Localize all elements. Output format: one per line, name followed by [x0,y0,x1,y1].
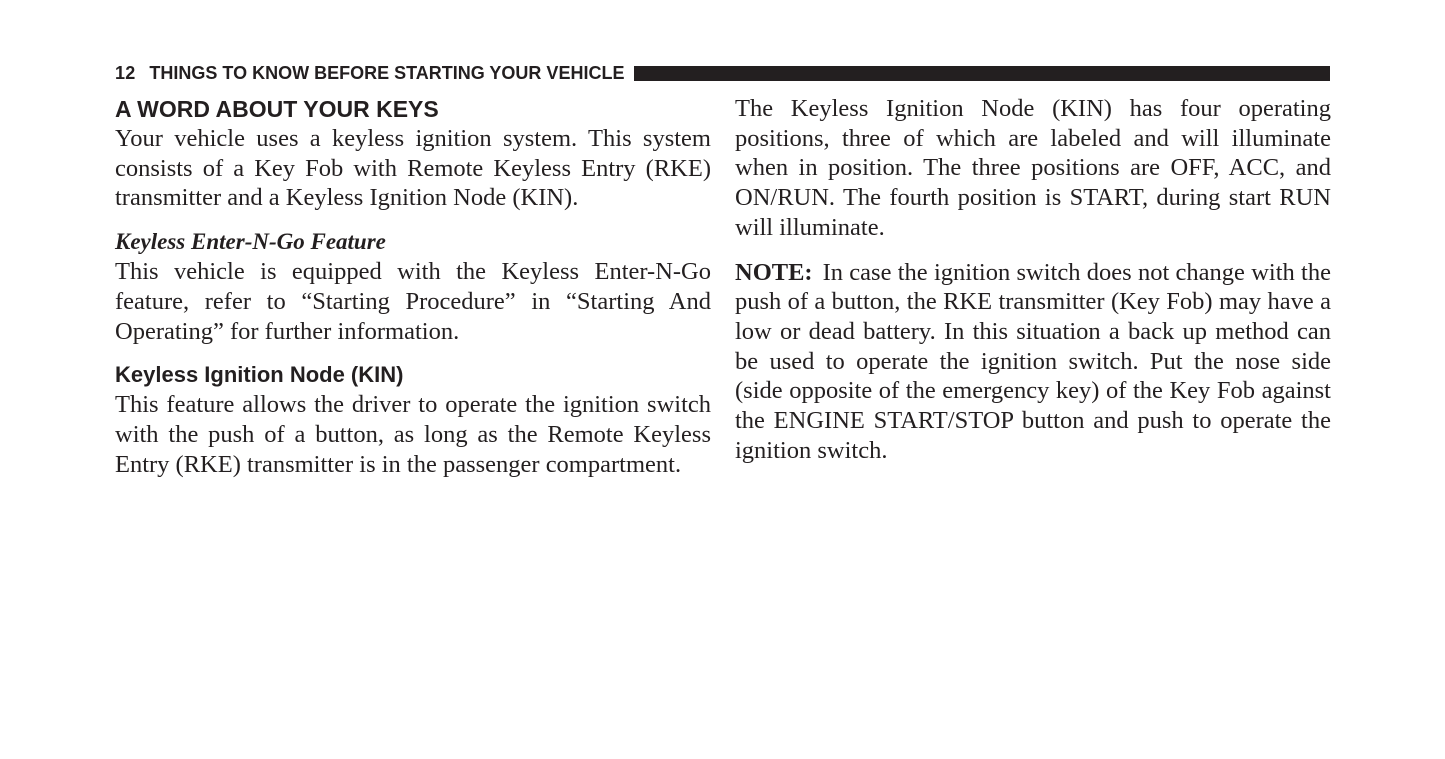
positions-paragraph: The Keyless Ignition Node (KIN) has four operating positions, three of which are labeled and will illuminate when in position. The three positions are OFF, ACC, and ON/RUN. The fourth position is START, during start RUN will illuminate. [735,95,1331,241]
page-number: 12 [115,62,136,83]
kin-paragraph: This feature allows the driver to operate the ignition switch with the push of a button, as long as the Remote Keyless Entry (RKE) transmitter is in the passenger compartment. [115,391,711,478]
note-text: In case the ignition switch does not change with the push of a button, the RKE transmitter (Key Fob) may have a low or dead battery. In this situation a back up method can be used to operate the ignition switch. Put the nose side (side opposite of the emergency key) of the Key Fob against the ENGINE START/STOP button and push to operate the ignition switch. [735,258,1331,464]
subheading-kin: Keyless Ignition Node (KIN) [115,362,404,388]
note-paragraph [735,258,1331,466]
subheading-enter-n-go: Keyless Enter-N-Go Feature [115,229,386,255]
note-label: NOTE: [735,258,813,286]
enter-n-go-paragraph: This vehicle is equipped with the Keyless Enter-N-Go feature, refer to “Starting Procedure” in “Starting And Operating” for further information. [115,258,711,345]
header-rule-bar [634,66,1330,81]
chapter-title: THINGS TO KNOW BEFORE STARTING YOUR VEHICLE [149,62,625,83]
section-heading-keys: A WORD ABOUT YOUR KEYS [115,96,439,122]
right-column [735,94,1331,465]
left-column [115,94,711,479]
intro-paragraph: Your vehicle uses a keyless ignition system. This system consists of a Key Fob with Remote Keyless Entry (RKE) transmitter and a Keyless Ignition Node (KIN). [115,125,711,212]
page-header [115,62,1330,84]
